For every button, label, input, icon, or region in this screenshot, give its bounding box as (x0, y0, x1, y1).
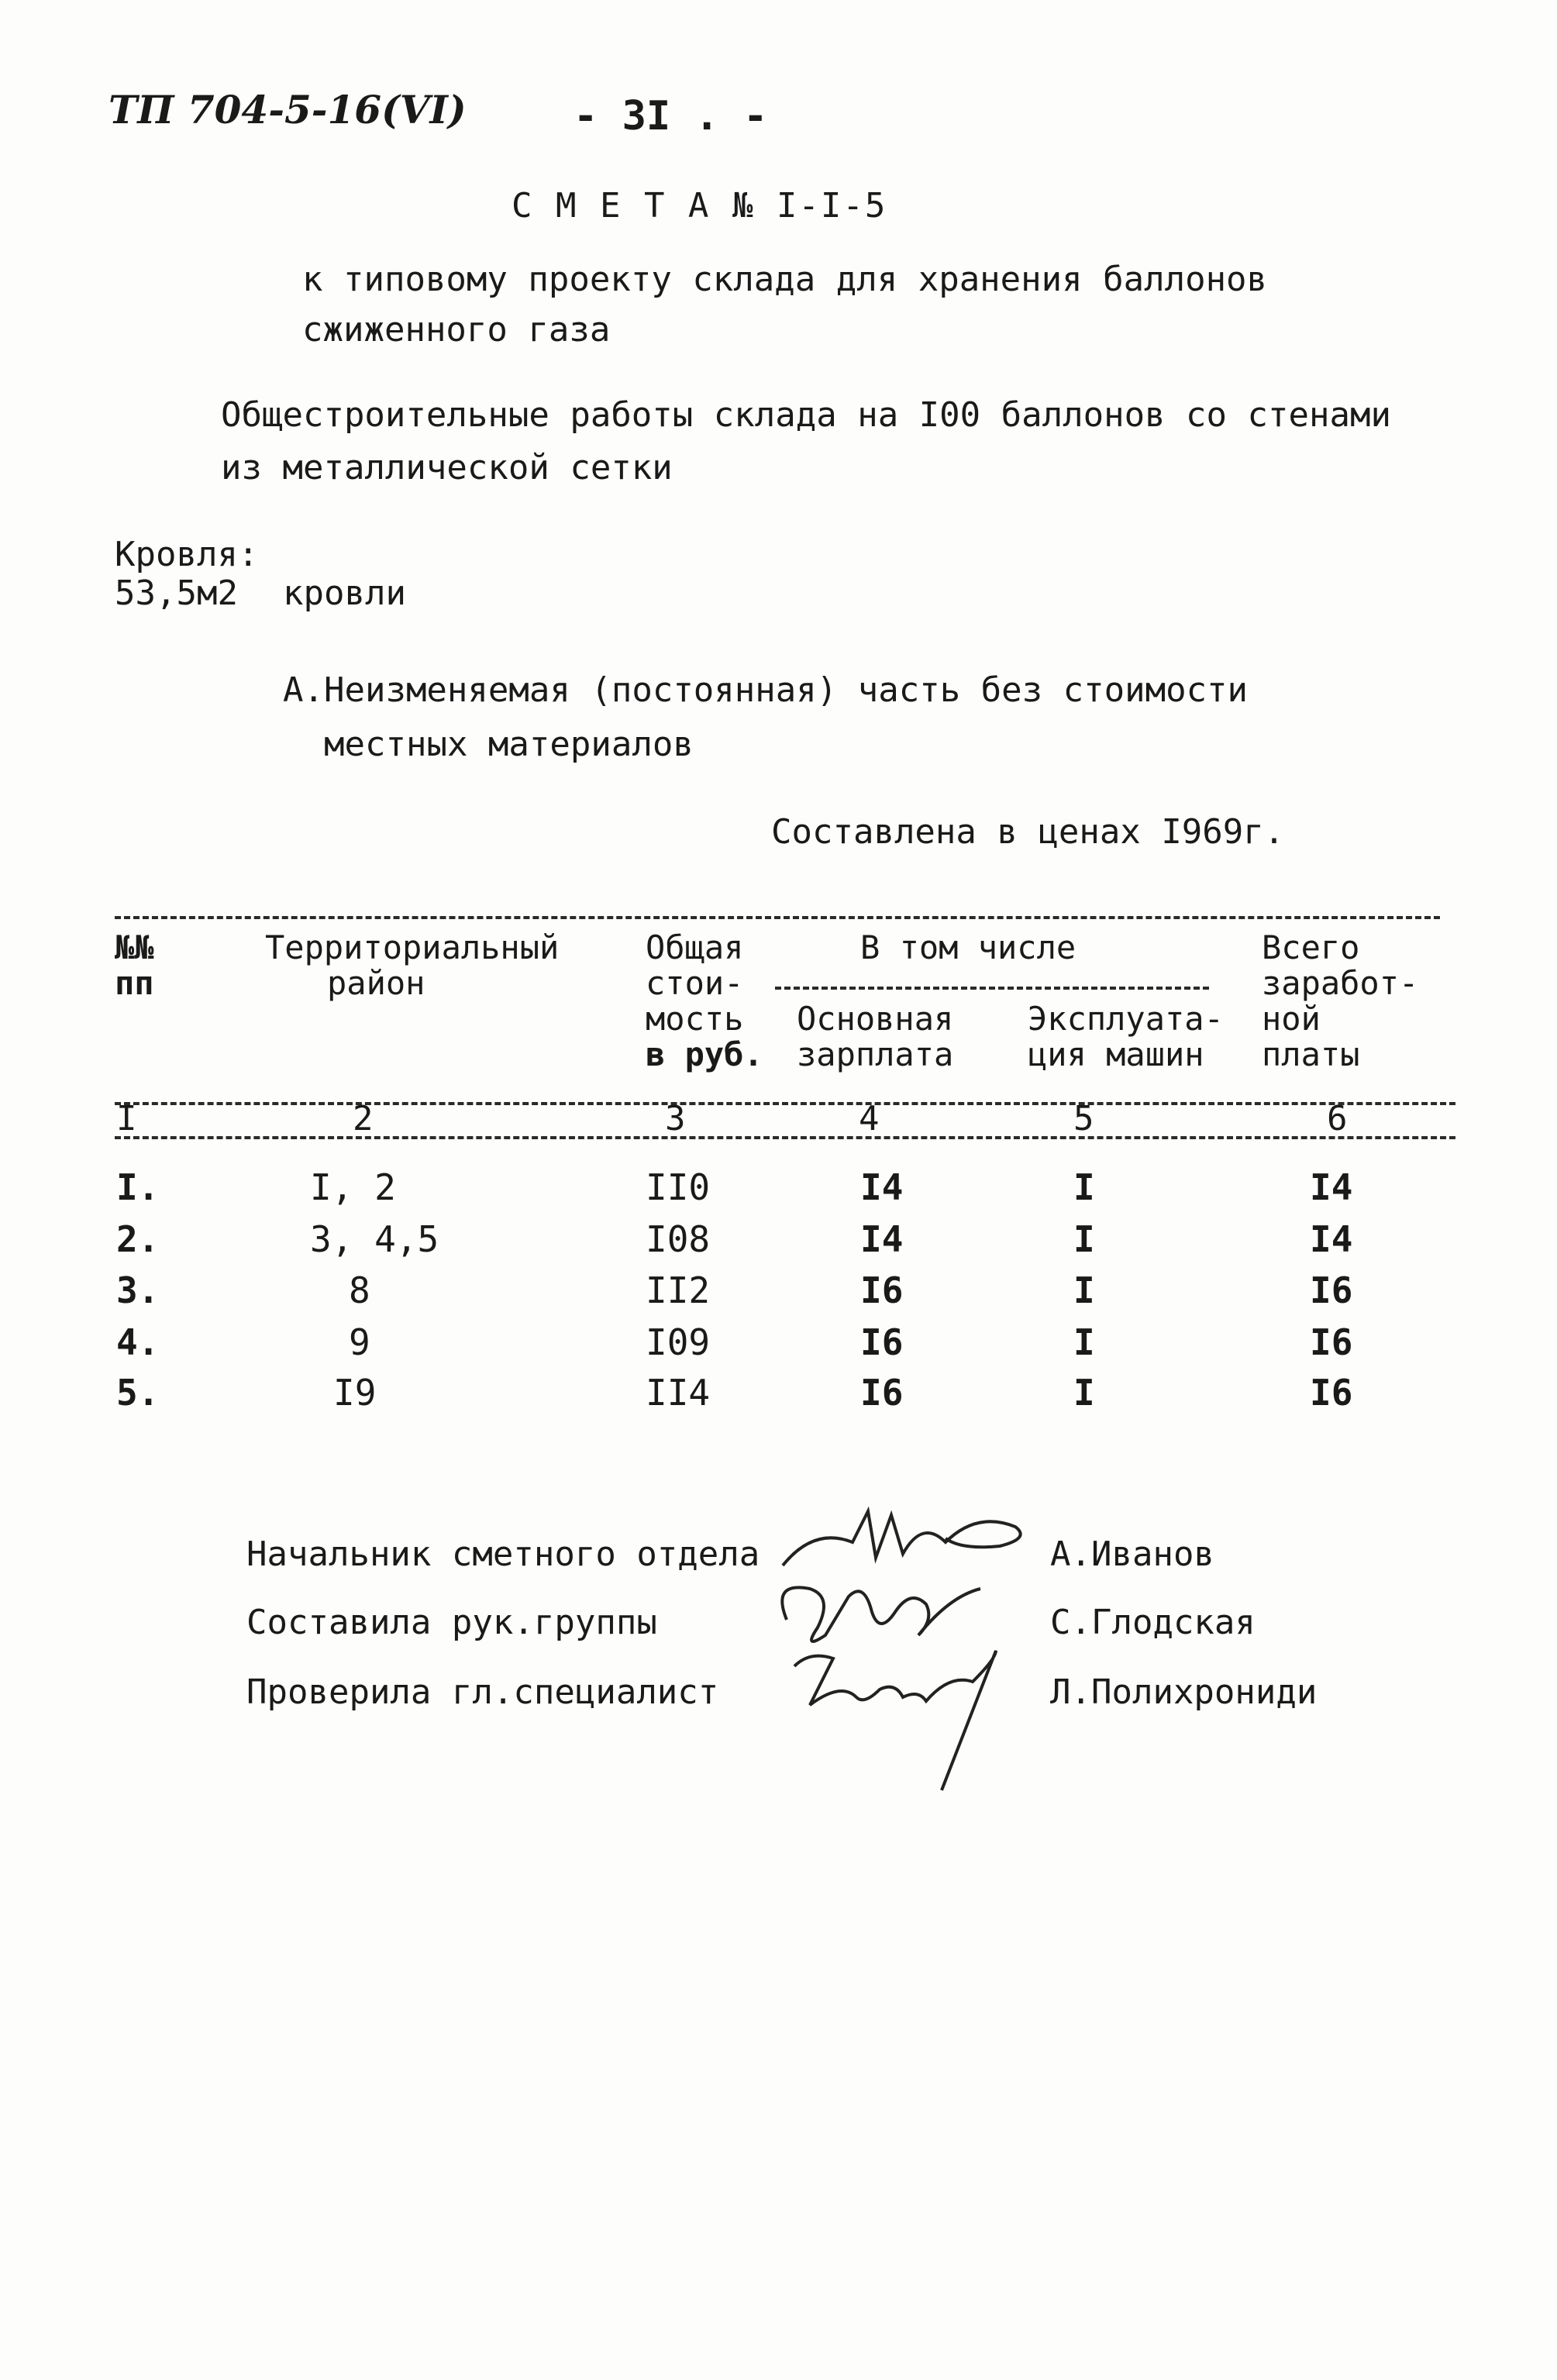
signature-name: Л.Полихрониди (1050, 1672, 1318, 1712)
col-number: 4 (859, 1099, 880, 1138)
row-salary: I4 (860, 1218, 904, 1260)
row-number: 3. (116, 1269, 160, 1311)
prices-note: Составлена в ценах I969г. (771, 812, 1285, 852)
roof-unit: кровли (283, 573, 406, 613)
row-region: I9 (333, 1372, 377, 1414)
row-number: 2. (116, 1218, 160, 1260)
row-machines: I (1073, 1269, 1095, 1311)
row-wages: I4 (1310, 1218, 1353, 1260)
row-wages: I6 (1310, 1321, 1353, 1363)
section-line-2: местных материалов (324, 725, 694, 764)
row-number: 5. (116, 1372, 160, 1414)
works-line-1: Общестроительные работы склада на I00 баллонов со стенами (221, 395, 1391, 435)
signature-name: С.Глодская (1050, 1603, 1256, 1642)
subtitle-line-2: сжиженного газа (302, 310, 611, 350)
col-number: 5 (1073, 1099, 1094, 1138)
row-total: II0 (646, 1166, 711, 1208)
section-line-1: А.Неизменяемая (постоянная) часть без стоимости (283, 670, 1249, 710)
signature-role: Начальник сметного отдела (246, 1534, 760, 1574)
row-number: 4. (116, 1321, 160, 1363)
header-machines: Эксплуата- ция машин (1028, 1000, 1224, 1073)
row-machines: I (1073, 1166, 1095, 1208)
signature-role: Составила рук.группы (246, 1603, 657, 1642)
row-total: I09 (646, 1321, 711, 1363)
col-number: 2 (353, 1099, 374, 1138)
header-including: В том числе (860, 928, 1076, 966)
document-code: ТП 704-5-16(VI) (109, 87, 467, 133)
subtitle-line-1: к типовому проекту склада для хранения баллонов (302, 260, 1268, 299)
row-total: II2 (646, 1269, 711, 1311)
row-salary: I4 (860, 1166, 904, 1208)
page-title: С М Е Т А № I-I-5 (512, 186, 887, 226)
table-top-rule (115, 916, 1440, 919)
col-number: I (116, 1099, 137, 1138)
row-region: 8 (349, 1269, 370, 1311)
row-wages: I6 (1310, 1269, 1353, 1311)
row-region: I, 2 (310, 1166, 396, 1208)
col-number: 6 (1327, 1099, 1348, 1138)
header-including-rule (775, 987, 1209, 990)
roof-value: 53,5м2 (115, 573, 238, 613)
row-wages: I4 (1310, 1166, 1353, 1208)
header-num: №№ пп (115, 928, 154, 1002)
row-machines: I (1073, 1218, 1095, 1260)
row-salary: I6 (860, 1372, 904, 1414)
header-region: Территориальный район (265, 928, 560, 1002)
row-region: 3, 4,5 (310, 1218, 439, 1260)
row-salary: I6 (860, 1321, 904, 1363)
roof-label: Кровля: (115, 535, 259, 574)
header-salary: Основная зарплата (797, 1000, 954, 1073)
signature-scribble-3 (763, 1643, 1019, 1798)
works-line-2: из металлической сетки (221, 448, 673, 487)
row-machines: I (1073, 1372, 1095, 1414)
row-machines: I (1073, 1321, 1095, 1363)
row-wages: I6 (1310, 1372, 1353, 1414)
row-total: I08 (646, 1218, 711, 1260)
col-number: 3 (665, 1099, 686, 1138)
row-region: 9 (349, 1321, 370, 1363)
row-number: I. (116, 1166, 160, 1208)
row-total: II4 (646, 1372, 711, 1414)
page-number: - 3I . - (574, 93, 768, 139)
numbers-bottom-rule (115, 1136, 1455, 1139)
header-total: Общая стои- мость в руб. (646, 928, 763, 1073)
row-salary: I6 (860, 1269, 904, 1311)
signature-name: А.Иванов (1050, 1534, 1214, 1574)
header-bottom-rule (115, 1102, 1455, 1105)
signature-role: Проверила гл.специалист (246, 1672, 719, 1712)
header-wages: Всего заработ- ной платы (1262, 928, 1419, 1073)
